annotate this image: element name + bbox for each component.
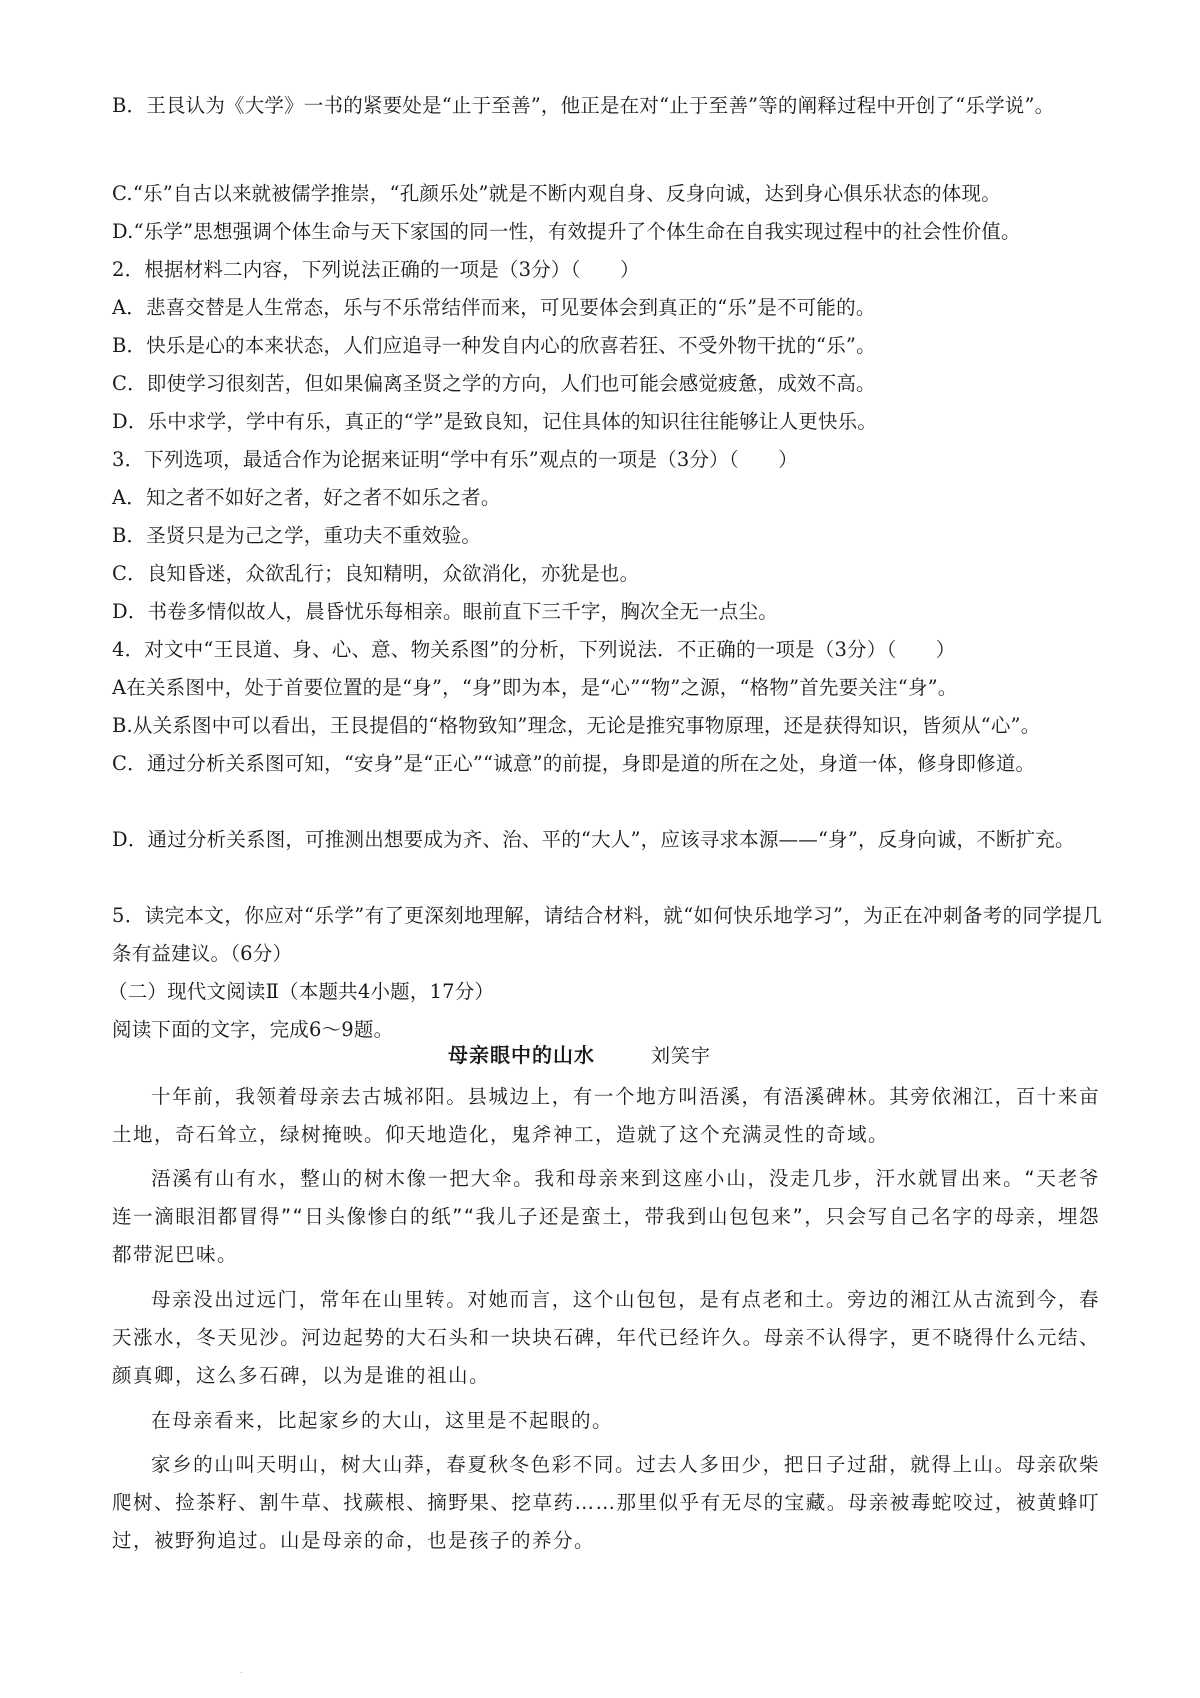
q4-option-c: C．通过分析关系图可知，“安身”是“正心”“诚意”的前提，身即是道的所在之处，身道一体，修身即修道。 [112, 752, 1036, 775]
story-title-line [448, 1040, 711, 1071]
q2-stem: 2．根据材料二内容，下列说法正确的一项是（3分）（ ） [112, 258, 640, 281]
q4-stem: 4．对文中“王艮道、身、心、意、物关系图”的分析，下列说法．不正确的一项是（3分）（ ） [112, 638, 956, 661]
story-paragraph-5: 家乡的山叫天明山，树大山莽，春夏秋冬色彩不同。过去人多田少，把日子过甜，就得上山。母亲砍柴爬树、捡茶籽、割牛草、找蕨根、摘野果、挖草药……那里似乎有无尽的宝藏。母亲被毒蛇咬过，被黄蜂叮过，被野狗追过。山是母亲的命，也是孩子的养分。 [112, 1453, 1100, 1552]
q4-option-a: A在关系图中，处于首要位置的是“身”，“身”即为本，是“心”“物”之源，“格物”首先要关注“身”。 [112, 676, 958, 699]
q3-option-a: A．知之者不如好之者，好之者不如乐之者。 [112, 486, 501, 509]
q3-stem: 3．下列选项，最适合作为论据来证明“学中有乐”观点的一项是（3分）（ ） [112, 448, 798, 471]
q4-option-b: B.从关系图中可以看出，王艮提倡的“格物致知”理念，无论是推究事物原理，还是获得知识，皆须从“心”。 [112, 714, 1041, 737]
section-instruction: 阅读下面的文字，完成6～9题。 [112, 1018, 394, 1041]
q2-option-a: A．悲喜交替是人生常态，乐与不乐常结伴而来，可见要体会到真正的“乐”是不可能的。 [112, 296, 876, 319]
scan-mark [240, 1672, 243, 1673]
story-paragraph-2: 浯溪有山有水，整山的树木像一把大伞。我和母亲来到这座小山，没走几步，汗水就冒出来。“天老爷连一滴眼泪都冒得”“日头像惨白的纸”“我儿子还是蛮土，带我到山包包来”，只会写自己名字的母亲，埋怨都带泥巴味。 [112, 1167, 1100, 1266]
story-paragraph-1: 十年前，我领着母亲去古城祁阳。县城边上，有一个地方叫浯溪，有浯溪碑林。其旁依湘江，百十来亩土地，奇石耸立，绿树掩映。仰天地造化，鬼斧神工，造就了这个充满灵性的奇域。 [112, 1085, 1100, 1146]
q4-option-d: D．通过分析关系图，可推测出想要成为齐、治、平的“大人”，应该寻求本源——“身”，反身向诚，不断扩充。 [112, 828, 1075, 851]
q3-option-c: C．良知昏迷，众欲乱行；良知精明，众欲消化，亦犹是也。 [112, 562, 640, 585]
q2-option-d: D．乐中求学，学中有乐，真正的“学”是致良知，记住具体的知识往往能够让人更快乐。 [112, 410, 878, 433]
q1-option-b: B．王艮认为《大学》一书的紧要处是“止于至善”，他正是在对“止于至善”等的阐释过程中开创了“乐学说”。 [112, 94, 1055, 117]
story-paragraph-3: 母亲没出过远门，常年在山里转。对她而言，这个山包包，是有点老和土。旁边的湘江从古流到今，春天涨水，冬天见沙。河边起势的大石头和一块块石碑，年代已经许久。母亲不认得字，更不晓得什么元结、颜真卿，这么多石碑，以为是谁的祖山。 [112, 1288, 1100, 1387]
q3-option-d: D．书卷多情似故人，晨昏忧乐每相亲。眼前直下三千字，胸次全无一点尘。 [112, 600, 778, 623]
story-title: 母亲眼中的山水 [448, 1043, 595, 1067]
q3-option-b: B．圣贤只是为己之学，重功夫不重效验。 [112, 524, 482, 547]
story-author: 刘笑宇 [651, 1045, 712, 1067]
q2-option-b: B．快乐是心的本来状态，人们应追寻一种发自内心的欣喜若狂、不受外物干扰的“乐”。 [112, 334, 876, 357]
story-paragraph-4: 在母亲看来，比起家乡的大山，这里是不起眼的。 [151, 1409, 614, 1432]
q2-option-c: C．即使学习很刻苦，但如果偏离圣贤之学的方向，人们也可能会感觉疲惫，成效不高。 [112, 372, 876, 395]
q5-stem: 5．读完本文，你应对“乐学”有了更深刻地理解，请结合材料，就“如何快乐地学习”，为正在冲刺备考的同学提几条有益建议。（6分） [112, 904, 1102, 965]
section-heading: （二）现代文阅读Ⅱ（本题共4小题，17分） [108, 980, 495, 1003]
q1-option-d: D.“乐学”思想强调个体生命与天下家国的同一性，有效提升了个体生命在自我实现过程中的社会性价值。 [112, 220, 1021, 243]
q1-option-c: C.“乐”自古以来就被儒学推崇，“孔颜乐处”就是不断内观自身、反身向诚，达到身心俱乐状态的体现。 [112, 182, 1001, 205]
